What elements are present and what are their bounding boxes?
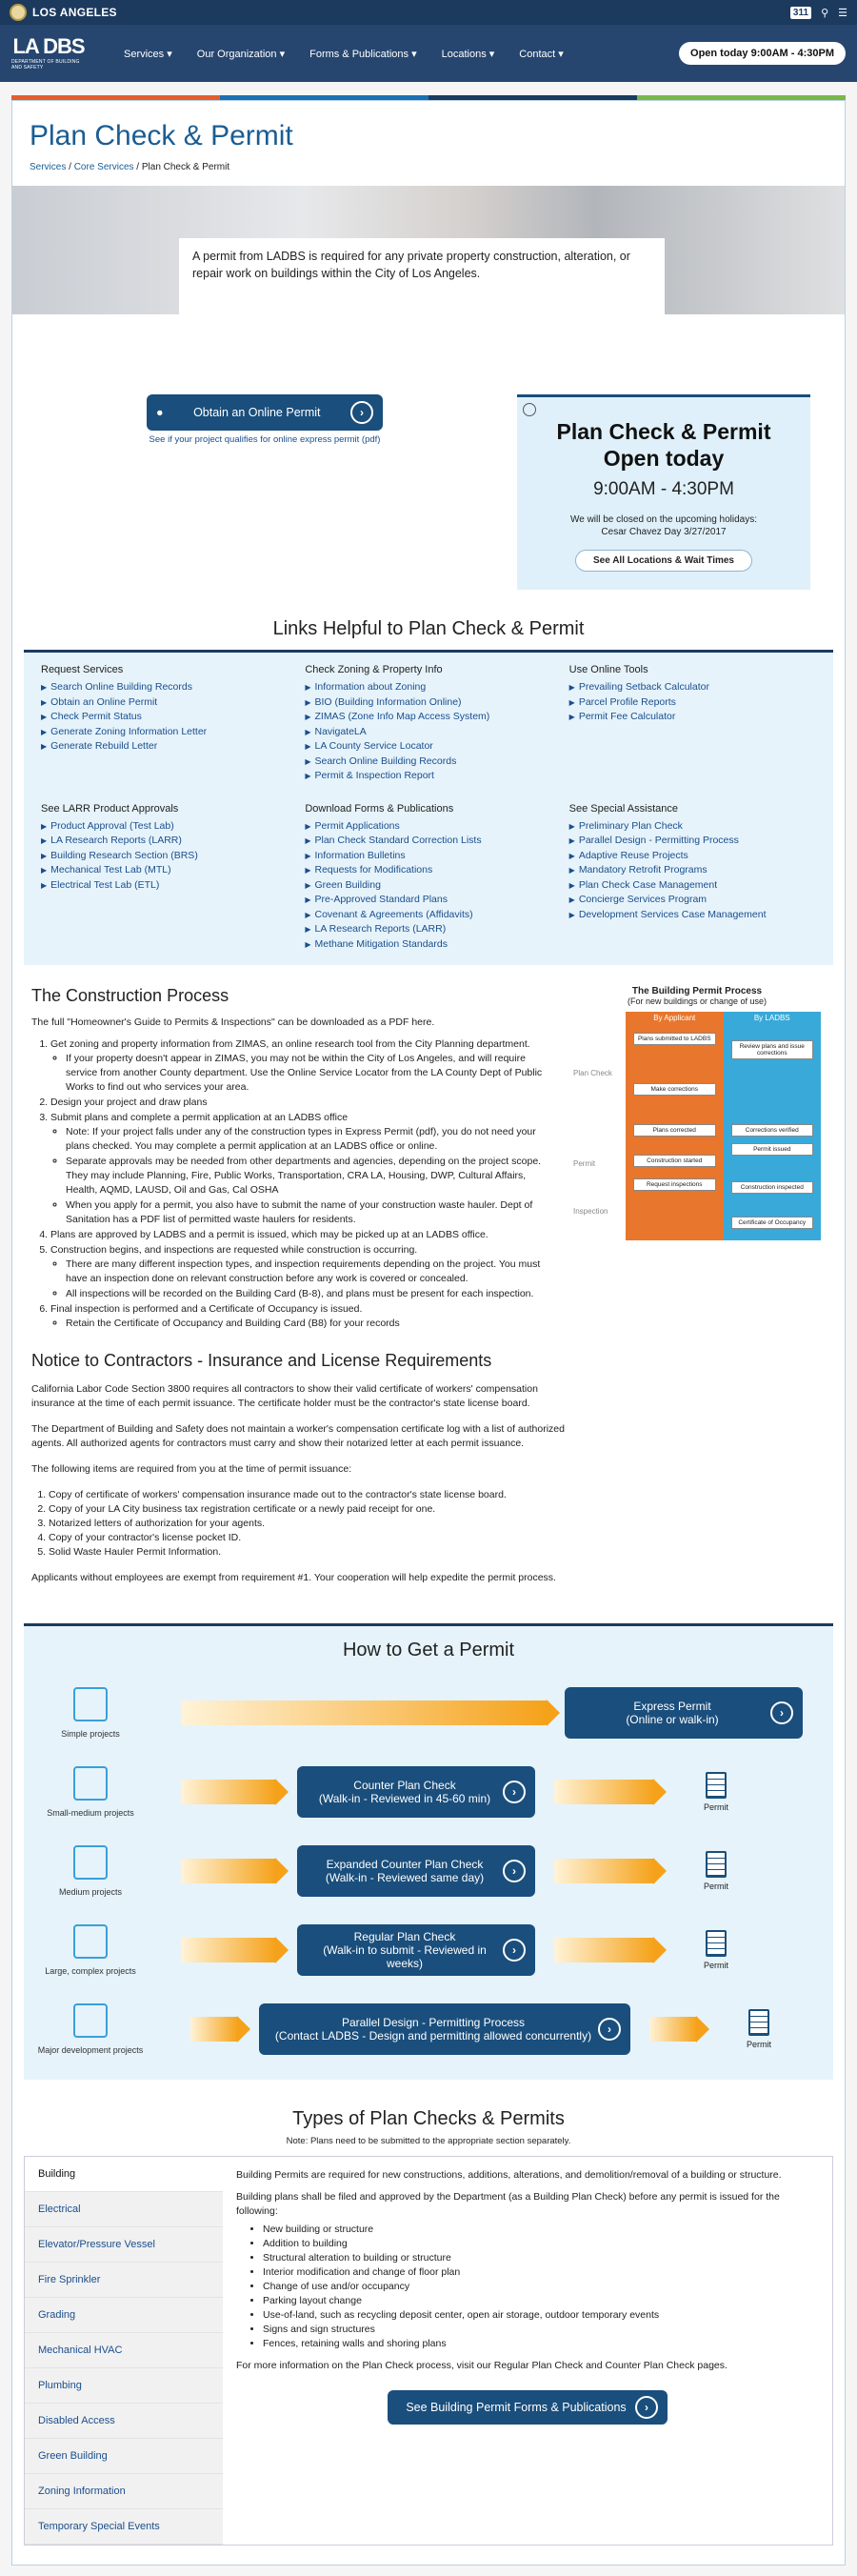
building-plan-item: • Interior modification and change of floor plan (263, 2265, 819, 2280)
arrow-right-icon: › (503, 1939, 526, 1962)
triangle-bullet-icon: ▶ (305, 772, 311, 780)
how-row-parallel: Major development projects Parallel Design - Permitting Process (Contact LADBS - Design and permitting allowed concurrently) › Permit (33, 1989, 824, 2068)
triangle-bullet-icon: ▶ (41, 836, 48, 845)
link-item[interactable]: ▶ Prevailing Setback Calculator (569, 680, 816, 695)
triangle-bullet-icon: ▶ (568, 836, 575, 845)
links-group (305, 664, 551, 784)
triangle-bullet-icon: ▶ (305, 851, 311, 860)
building-intro: Building Permits are required for new constructions, additions, alterations, and demolition/removal of a building or structure. (236, 2169, 782, 2181)
top-bar (0, 0, 857, 25)
step-3: 3. Submit plans and complete a permit application at an LADBS office ◦ Note: If your project falls under any of the construction types in Express Permit (pdf), you do not need your plans checked. You may complete a permit application at an LADBS office or online. ◦ Separate approvals may be needed from other departments and agencies, depending on the project scope. They may include Planning, Fire, Public Works, Transportation, CRA LA, Housing, DWP, Cultural Affairs, Health, AQMD, LAUSD, Oil and Gas, Cal OSHA ◦ When you apply for a permit, you also have to submit the name of your construction waste hauler. Dept of Sanitation has a PDF list of permitted waste haulers for residents. (50, 1111, 560, 1227)
triangle-bullet-icon: ▶ (41, 880, 48, 890)
city-seal-icon (10, 4, 27, 21)
construction-section (12, 965, 845, 1332)
link-item[interactable]: ▶ Preliminary Plan Check (569, 819, 816, 835)
building-plan-item: • Signs and sign structures (263, 2323, 819, 2337)
building-plan-item: • Structural alteration to building or structure (263, 2251, 819, 2265)
link-item[interactable]: ▶ Product Approval (Test Lab) (41, 819, 288, 835)
link-item[interactable]: ▶ LA Research Reports (LARR) (41, 834, 288, 849)
step-1: 1. Get zoning and property information from ZIMAS, an online research tool from the City Planning department. ◦ If your property doesn't appear in ZIMAS, you may not be within the City of Los Angeles, and will require service from another County department. Use the Online Service Locator from the LA County Dept of Public Works to find out who services your area. (50, 1037, 560, 1095)
arrow (181, 1701, 548, 1725)
building-plan-item: • Change of use and/or occupancy (263, 2280, 819, 2294)
arrow (554, 1780, 654, 1804)
link-item[interactable]: ▶ Obtain an Online Permit (41, 695, 288, 711)
see-building-forms-button[interactable]: See Building Permit Forms & Publications › (388, 2390, 668, 2425)
links-group (569, 803, 816, 953)
arrow-right-icon: › (350, 401, 373, 424)
see-locations-button[interactable]: See All Locations & Wait Times (575, 550, 752, 572)
links-group-heading: Download Forms & Publications (305, 802, 454, 815)
requirement-5: 5. Solid Waste Hauler Permit Information. (49, 1545, 826, 1560)
link-item[interactable]: ▶ Covenant & Agreements (Affidavits) (305, 908, 551, 923)
nav-locations[interactable]: Locations ▾ (441, 48, 495, 60)
document-icon (706, 1930, 727, 1957)
main-container (11, 100, 846, 2566)
diagram-title: The Building Permit Process (631, 986, 763, 996)
how-row-counter: Small-medium projects Counter Plan Check (Walk-in - Reviewed in 45-60 min) › Permit (33, 1752, 824, 1831)
types-tab-list (25, 2157, 223, 2545)
menu-icon[interactable]: ☰ (838, 7, 847, 19)
tower-icon (73, 2003, 108, 2038)
triangle-bullet-icon: ▶ (568, 697, 575, 707)
links-group-heading: Use Online Tools (568, 664, 648, 675)
link-item[interactable]: ▶ Generate Rebuild Letter (41, 739, 288, 755)
breadcrumb-core-services[interactable]: Core Services (73, 162, 134, 172)
tab-building[interactable]: Building (25, 2157, 223, 2192)
arrow (649, 2017, 697, 2042)
tab-green-building[interactable]: Green Building (25, 2439, 223, 2474)
tab-disabled-access[interactable]: Disabled Access (25, 2404, 223, 2439)
how-row-expanded: Medium projects Expanded Counter Plan Check (Walk-in - Reviewed same day) › Permit (33, 1831, 824, 1910)
construction-title: The Construction Process (31, 986, 229, 1005)
page-title: Plan Check & Permit (30, 120, 293, 151)
search-icon[interactable]: ⚲ (821, 7, 829, 19)
links-title: Links Helpful to Plan Check & Permit (272, 618, 585, 639)
link-item[interactable]: ▶ ZIMAS (Zone Info Map Access System) (305, 710, 551, 725)
link-item[interactable]: ▶ Requests for Modifications (305, 863, 551, 878)
color-stripe (11, 95, 846, 100)
link-item[interactable]: ▶ NavigateLA (305, 725, 551, 740)
step-4: 4. Plans are approved by LADBS and a permit is issued, which may be picked up at an LADBS office. (50, 1228, 560, 1242)
link-item[interactable]: ▶ Development Services Case Management (569, 908, 816, 923)
arrow (181, 1938, 276, 1962)
notice-title: Notice to Contractors - Insurance and License Requirements (31, 1351, 492, 1370)
step-3-note-b: ◦ Separate approvals may be needed from other departments and agencies, depending on the project scope. They may include Planning, Fire, Public Works, Transportation, CRA LA, Housing, DWP, Cultural Affairs, Health, AQMD, LAUSD, Oil and Gas, Cal OSHA (66, 1155, 560, 1197)
link-item[interactable]: ▶ Check Permit Status (41, 710, 288, 725)
tab-mechanical-hvac[interactable]: Mechanical HVAC (25, 2333, 223, 2368)
notice-p4: Applicants without employees are exempt from requirement #1. Your cooperation will help expedite the permit process. (31, 1572, 556, 1583)
how-to-get-permit (24, 1623, 833, 2080)
triangle-bullet-icon: ▶ (568, 896, 575, 904)
tab-elevator-pressure-vessel[interactable]: Elevator/Pressure Vessel (25, 2227, 223, 2263)
building-plan-item: • Use-of-land, such as recycling deposit center, open air storage, outdoor temporary events (263, 2308, 819, 2323)
triangle-bullet-icon: ▶ (568, 910, 575, 919)
triangle-bullet-icon: ▶ (305, 880, 311, 890)
arrow-right-icon: › (598, 2018, 621, 2041)
hero-image (12, 186, 845, 314)
link-item[interactable]: ▶ Pre-Approved Standard Plans (305, 893, 551, 908)
311-button[interactable]: 311 (790, 7, 811, 19)
document-icon (706, 1772, 727, 1799)
requirement-2: 2. Copy of your LA City business tax registration certificate or a newly paid receipt for one. (49, 1502, 826, 1517)
hours-panel (517, 394, 810, 590)
requirement-1: 1. Copy of certificate of workers' compensation insurance made out to the contractor's state license board. (49, 1488, 826, 1502)
triangle-bullet-icon: ▶ (41, 866, 48, 875)
types-note: Note: Plans need to be submitted to the appropriate section separately. (286, 2136, 571, 2146)
diagram-subtitle: (For new buildings or change of use) (627, 996, 767, 1006)
triangle-bullet-icon: ▶ (41, 821, 48, 831)
obtain-online-permit-button[interactable]: ● Obtain an Online Permit › (147, 394, 383, 431)
triangle-bullet-icon: ▶ (41, 742, 48, 751)
hours-time: 9:00AM - 4:30PM (593, 479, 734, 499)
regular-plan-check-button[interactable]: Regular Plan Check (Walk-in to submit - Reviewed in weeks) › (297, 1924, 535, 1976)
nav-our-organization[interactable]: Our Organization ▾ (196, 48, 286, 60)
notice-p1: California Labor Code Section 3800 requires all contractors to show their valid certificate of workers' compensation insurance at the time of each permit issuance. The certificate holder must be the contractor's state license board. (31, 1383, 538, 1409)
hammer-icon (73, 1687, 108, 1721)
express-permit-button[interactable]: Express Permit (Online or walk-in) › (565, 1687, 803, 1739)
triangle-bullet-icon: ▶ (41, 851, 48, 860)
link-item[interactable]: ▶ Information about Zoning (305, 680, 551, 695)
arrow (190, 2017, 238, 2042)
link-item[interactable]: ▶ Mechanical Test Lab (MTL) (41, 863, 288, 878)
link-item[interactable]: ▶ LA County Service Locator (305, 739, 551, 755)
link-item[interactable]: ▶ Adaptive Reuse Projects (569, 849, 816, 864)
link-item[interactable]: ▶ Search Online Building Records (305, 755, 551, 770)
arrow (554, 1859, 654, 1883)
hero-text: A permit from LADBS is required for any private property construction, alteration, or repair work on buildings within the City of Los Angeles. (179, 238, 665, 319)
link-item[interactable]: ▶ Permit Fee Calculator (569, 710, 816, 725)
permit-result: Permit (692, 1930, 740, 1970)
step-5-note-a: ◦ There are many different inspection types, and inspection requirements depending on the project. You must have an inspection done on relevant construction before any work is covered or concealed. (66, 1258, 560, 1286)
triangle-bullet-icon: ▶ (305, 910, 311, 919)
tab-zoning-information[interactable]: Zoning Information (25, 2474, 223, 2509)
expanded-counter-plan-check-button[interactable]: Expanded Counter Plan Check (Walk-in - Reviewed same day) › (297, 1845, 535, 1897)
breadcrumb-current: Plan Check & Permit (141, 162, 230, 172)
link-item[interactable]: ▶ Plan Check Standard Correction Lists (305, 834, 551, 849)
permit-process-diagram[interactable]: The Building Permit Process (For new buildings or change of use) Plan Check Permit Inspection By Applicant Plans submitted to LADBS Make corrections Plans corrected Construction started Request inspections By LADBS Review plans and issue corrections Corrections verified Permit issued Construction inspected Certificate of Occupancy (573, 986, 821, 1332)
triangle-bullet-icon: ▶ (305, 866, 311, 875)
link-item[interactable]: ▶ Building Research Section (BRS) (41, 849, 288, 864)
links-panel (24, 650, 833, 965)
permit-result: Permit (692, 1772, 740, 1812)
triangle-bullet-icon: ▶ (305, 713, 311, 721)
link-item[interactable]: ▶ Permit Applications (305, 819, 551, 835)
holiday-note: We will be closed on the upcoming holidays: Cesar Chavez Day 3/27/2017 (569, 514, 758, 537)
step-1-note: ◦ If your property doesn't appear in ZIMAS, you may not be within the City of Los Angeles, and will require service from another County department. Use the Online Service Locator from the LA County Dept of Public Works to find out who services your area. (66, 1052, 560, 1095)
building-plan-item: • Fences, retaining walls and shoring plans (263, 2337, 819, 2351)
city-name[interactable]: LOS ANGELES (32, 6, 117, 19)
notice-section (12, 1332, 845, 1585)
triangle-bullet-icon: ▶ (305, 939, 311, 949)
house-icon (73, 1766, 108, 1801)
arrow-right-icon: › (503, 1860, 526, 1882)
link-item[interactable]: ▶ Parallel Design - Permitting Process (569, 834, 816, 849)
triangle-bullet-icon: ▶ (41, 697, 48, 707)
main-nav (0, 25, 857, 82)
nav-contact[interactable]: Contact ▾ (519, 48, 564, 60)
link-item[interactable]: ▶ Methane Mitigation Standards (305, 937, 551, 953)
arrow-right-icon: › (503, 1781, 526, 1803)
link-item[interactable]: ▶ Concierge Services Program (569, 893, 816, 908)
tab-temporary-special-events[interactable]: Temporary Special Events (25, 2509, 223, 2545)
triangle-bullet-icon: ▶ (305, 821, 311, 831)
ladbs-logo[interactable]: LA DBS DEPARTMENT OF BUILDING AND SAFETY (11, 34, 85, 70)
notice-p2: The Department of Building and Safety does not maintain a worker's compensation certificate log with a list of authorized agents. All authorized agents for contractors must carry and show their notarized letter at each permit issuance. (31, 1423, 565, 1449)
hours-title: Plan Check & Permit Open today (556, 419, 771, 471)
parallel-design-button[interactable]: Parallel Design - Permitting Process (Contact LADBS - Design and permitting allowed concurrently) › (259, 2003, 630, 2055)
breadcrumb: Services / Core Services / Plan Check & Permit (30, 162, 230, 172)
link-item[interactable]: ▶ Plan Check Case Management (569, 878, 816, 894)
requirement-4: 4. Copy of your contractor's license pocket ID. (49, 1531, 826, 1545)
link-item[interactable]: ▶ Generate Zoning Information Letter (41, 725, 288, 740)
permit-result: Permit (735, 2009, 783, 2049)
arrow (554, 1938, 654, 1962)
link-item[interactable]: ▶ Permit & Inspection Report (305, 769, 551, 784)
breadcrumb-services[interactable]: Services (30, 162, 67, 172)
triangle-bullet-icon: ▶ (568, 821, 575, 831)
step-2: 2. Design your project and draw plans (50, 1096, 560, 1110)
how-title: How to Get a Permit (342, 1640, 515, 1660)
step-5-note-b: ◦ All inspections will be recorded on the Building Card (B-8), and plans must be present for each inspection. (66, 1287, 560, 1301)
triangle-bullet-icon: ▶ (41, 727, 48, 736)
tab-plumbing[interactable]: Plumbing (25, 2368, 223, 2404)
links-group-heading: See Special Assistance (568, 802, 679, 815)
step-6-note: ◦ Retain the Certificate of Occupancy and Building Card (B8) for your records (66, 1317, 560, 1331)
link-item[interactable]: ▶ Electrical Test Lab (ETL) (41, 878, 288, 894)
link-item[interactable]: ▶ Parcel Profile Reports (569, 695, 816, 711)
triangle-bullet-icon: ▶ (305, 683, 311, 692)
construction-intro: The full "Homeowner's Guide to Permits & Inspections" can be downloaded as a PDF here. (31, 1016, 435, 1028)
triangle-bullet-icon: ▶ (568, 880, 575, 890)
step-3-note-a: ◦ Note: If your project falls under any of the construction types in Express Permit (pdf), you do not need your plans checked. You may complete a permit application at an LADBS office or online. (66, 1125, 560, 1154)
triangle-bullet-icon: ▶ (305, 727, 311, 736)
links-group (41, 664, 288, 784)
step-3-note-c: ◦ When you apply for a permit, you also have to submit the name of your construction waste hauler. Dept of Sanitation has a PDF list of permitted waste haulers for residents. (66, 1198, 560, 1227)
links-group (41, 803, 288, 953)
notice-p3: The following items are required from you at the time of permit issuance: (31, 1463, 352, 1475)
building-more: For more information on the Plan Check process, visit our Regular Plan Check and Counter Plan Check pages. (236, 2360, 727, 2371)
nav-services[interactable]: Services ▾ (124, 48, 172, 60)
links-group-heading: Request Services (41, 664, 124, 675)
types-section (12, 2080, 845, 2546)
step-5: 5. Construction begins, and inspections are requested while construction is occurring. ◦ There are many different inspection types, and inspection requirements depending on the project. You must have an inspection done on relevant construction before any work is covered or concealed. ◦ All inspections will be recorded on the Building Card (B-8), and plans must be present for each inspection. (50, 1243, 560, 1301)
link-item[interactable]: ▶ LA Research Reports (LARR) (305, 922, 551, 937)
link-item[interactable]: ▶ BIO (Building Information Online) (305, 695, 551, 711)
triangle-bullet-icon: ▶ (305, 697, 311, 707)
location-pin-icon: ● (156, 406, 164, 419)
link-item[interactable]: ▶ Search Online Building Records (41, 680, 288, 695)
arrow (181, 1859, 276, 1883)
arrow-right-icon: › (635, 2396, 658, 2419)
links-group (305, 803, 551, 953)
arrow-right-icon: › (770, 1701, 793, 1724)
link-item[interactable]: ▶ Green Building (305, 878, 551, 894)
building-plan-item: • Parking layout change (263, 2294, 819, 2308)
building-plan-item: • Addition to building (263, 2237, 819, 2251)
building-text: Building plans shall be filed and approved by the Department (as a Building Plan Check) before any permit is issued for the following: (236, 2191, 780, 2217)
link-item[interactable]: ▶ Mandatory Retrofit Programs (569, 863, 816, 878)
triangle-bullet-icon: ▶ (305, 756, 311, 766)
how-row-express: Simple projects Express Permit (Online or walk-in) › (33, 1673, 824, 1752)
tab-electrical[interactable]: Electrical (25, 2192, 223, 2227)
document-icon (706, 1851, 727, 1878)
step-6: 6. Final inspection is performed and a Certificate of Occupancy is issued. ◦ Retain the Certificate of Occupancy and Building Card (B8) for your records (50, 1302, 560, 1331)
requirement-3: 3. Notarized letters of authorization for your agents. (49, 1517, 826, 1531)
arrow (181, 1780, 276, 1804)
document-icon (748, 2009, 769, 2036)
counter-plan-check-button[interactable]: Counter Plan Check (Walk-in - Reviewed in 45-60 min) › (297, 1766, 535, 1818)
clock-icon (523, 403, 536, 416)
triangle-bullet-icon: ▶ (568, 683, 575, 692)
triangle-bullet-icon: ▶ (305, 896, 311, 904)
links-group-heading: Check Zoning & Property Info (305, 664, 443, 675)
triangle-bullet-icon: ▶ (41, 683, 48, 692)
building-plan-item: • New building or structure (263, 2223, 819, 2237)
link-item[interactable]: ▶ Information Bulletins (305, 849, 551, 864)
triangle-bullet-icon: ▶ (41, 713, 48, 721)
links-group-heading: See LARR Product Approvals (41, 802, 179, 815)
office-building-icon (73, 1924, 108, 1959)
triangle-bullet-icon: ▶ (568, 713, 575, 721)
express-permit-link[interactable]: See if your project qualifies for online express permit (pdf) (149, 434, 381, 445)
triangle-bullet-icon: ▶ (305, 742, 311, 751)
how-row-regular: Large, complex projects Regular Plan Check (Walk-in to submit - Reviewed in weeks) › Permit (33, 1910, 824, 1989)
types-content (223, 2157, 832, 2545)
building-icon (73, 1845, 108, 1880)
tab-grading[interactable]: Grading (25, 2298, 223, 2333)
triangle-bullet-icon: ▶ (568, 866, 575, 875)
nav-forms-publications[interactable]: Forms & Publications ▾ (309, 48, 417, 60)
open-today-badge[interactable]: Open today 9:00AM - 4:30PM (679, 42, 846, 65)
permit-result: Permit (692, 1851, 740, 1891)
links-group (569, 664, 816, 784)
triangle-bullet-icon: ▶ (305, 925, 311, 934)
triangle-bullet-icon: ▶ (305, 836, 311, 845)
types-title: Types of Plan Checks & Permits (292, 2108, 565, 2129)
tab-fire-sprinkler[interactable]: Fire Sprinkler (25, 2263, 223, 2298)
triangle-bullet-icon: ▶ (568, 851, 575, 860)
